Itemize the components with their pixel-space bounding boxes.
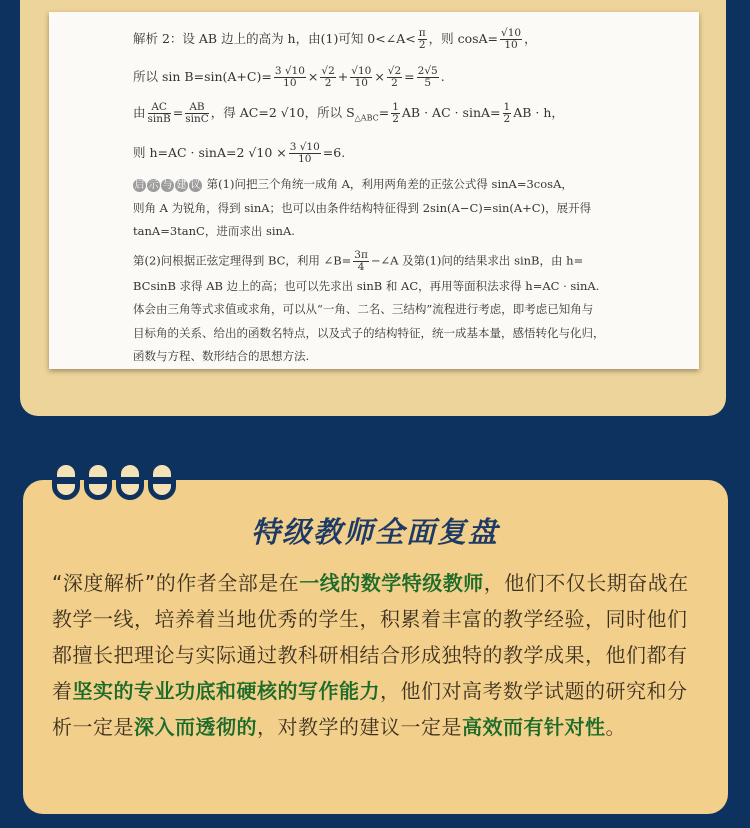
hint-char: 示 [148, 180, 159, 191]
text: 则 h=AC · sinA=2 √10 × [133, 145, 287, 160]
numerator: 1 [503, 101, 511, 113]
hint-line-5: BCsinB 求得 AB 边上的高；也可以先求出 sinB 和 AC，再用等面积法求得 h=AC · sinA. [133, 279, 600, 293]
numerator: AB [185, 102, 209, 114]
numerator: 1 [392, 101, 399, 113]
numerator: AC [148, 102, 171, 114]
ring-icon [148, 460, 176, 500]
hint-line-4 [133, 250, 583, 273]
ring-icon [84, 460, 112, 500]
solution-line-3 [133, 102, 564, 125]
text: 所以 sin B=sin(A+C)= [133, 69, 272, 84]
body-text: “深度解析”的作者全部是在 [52, 571, 300, 595]
numerator: √10 [351, 65, 372, 77]
numerator: 2√5 [417, 65, 438, 77]
operator: = [172, 105, 184, 120]
operator: = [378, 105, 390, 120]
solution-line-2 [133, 66, 445, 89]
numerator: √2 [387, 65, 402, 77]
section-body [52, 565, 704, 745]
operator: × [374, 69, 385, 84]
denominator: 10 [504, 39, 518, 51]
solution-line-1 [133, 28, 537, 51]
text: . [440, 69, 445, 84]
text: 第(2)问根据正弦定理得到 BC，利用 ∠B= [133, 253, 352, 268]
section-heading: 特级教师全面复盘 [250, 515, 499, 549]
highlight-text: 深入而透彻的 [134, 715, 257, 739]
solution-excerpt [49, 12, 699, 369]
numerator: 3π [354, 249, 368, 261]
denominator: 10 [354, 77, 368, 89]
highlight-text: 高效而有针对性 [462, 715, 606, 739]
denominator: 2 [391, 77, 398, 89]
text: ，则 cosA= [428, 31, 499, 46]
binder-rings-decoration [52, 460, 177, 506]
text: AB · AC · sinA= [401, 105, 501, 120]
operator: = [404, 69, 415, 84]
hint-line-6: 体会由三角等式求值或求角，可以从“一角、二名、三结构”流程进行考虑，即考虑已知角与 [133, 302, 594, 316]
numerator: 3 √10 [289, 141, 320, 153]
hint-line-8: 函数与方程、数形结合的思想方法. [133, 349, 310, 363]
hint-line-3: tanA=3tanC，进而求出 sinA. [133, 224, 295, 238]
denominator: 2 [324, 77, 332, 89]
solution-line-4 [133, 142, 345, 165]
denominator: sinB [147, 113, 171, 125]
text: AB · h， [513, 105, 564, 120]
hint-line-7: 目标角的关系、给出的函数名特点，以及式子的结构特征，统一成基本量，感悟转化与化归， [133, 326, 605, 340]
highlight-text: 一线的数学特级教师 [299, 571, 484, 595]
hint-badge [133, 177, 207, 191]
ring-icon [52, 460, 80, 500]
denominator: 4 [357, 261, 365, 273]
fraction [320, 66, 335, 89]
fraction [500, 28, 522, 51]
text: −∠A 及第(1)问的结果求出 sinB，由 h= [370, 253, 584, 268]
hint-line-2: 则角 A 为锐角，得到 sinA；也可以由条件结构特征得到 2sin(A−C)=sin(A+C)，展开得 [133, 201, 592, 215]
fraction [148, 102, 171, 125]
denominator: 5 [424, 77, 432, 89]
text: 解析 2：设 AB 边上的高为 h，由(1)可知 0<∠A< [133, 31, 416, 46]
hint-line-1 [133, 176, 573, 192]
body-text: ，他们对高考数学试题的研究和分析一定是 [52, 679, 688, 739]
denominator: sinC [185, 113, 209, 125]
fraction [391, 102, 400, 125]
fraction [418, 28, 427, 51]
denominator: 10 [283, 77, 297, 89]
operator: + [337, 69, 349, 84]
denominator: 2 [392, 113, 399, 125]
text: ， [524, 31, 537, 46]
body-text: ，对教学的建议一定是 [257, 715, 462, 739]
highlight-text: 坚实的专业功底和硬核的写作能力 [72, 679, 380, 703]
ring-icon [116, 460, 144, 500]
denominator: 2 [503, 113, 511, 125]
fraction [274, 66, 306, 89]
text: ，得 AC=2 √10，所以 S [210, 105, 355, 120]
fraction [185, 102, 209, 125]
numerator: π [418, 27, 426, 39]
numerator: √10 [501, 27, 522, 39]
hint-char: 与 [162, 180, 173, 191]
denominator: 2 [418, 39, 426, 51]
fraction [387, 66, 402, 89]
hint-char: 启 [134, 180, 145, 191]
hint-char: 议 [190, 180, 201, 191]
fraction [503, 102, 512, 125]
fraction [289, 142, 321, 165]
subscript: △ABC [354, 113, 379, 123]
fraction [353, 250, 369, 273]
fraction [350, 66, 372, 89]
denominator: 10 [298, 153, 312, 165]
body-text: 。 [605, 715, 626, 739]
fraction [417, 66, 439, 89]
numerator: 3 √10 [274, 65, 305, 77]
numerator: √2 [321, 65, 335, 77]
body-text: ，他们不仅长期奋战在教学一线，培养着当地优秀的学生，积累着丰富的教学经验，同时他们都擅长把理论与实际通过教科研相结合形成独特的教学成果，他们都有着 [52, 571, 689, 703]
text: =6. [322, 145, 346, 160]
hint-char: 建 [176, 180, 187, 191]
hint-text: 第(1)问把三个角统一成角 A，利用两角差的正弦公式得 sinA=3cosA， [206, 177, 573, 191]
operator: × [307, 69, 319, 84]
text: 由 [133, 105, 146, 120]
